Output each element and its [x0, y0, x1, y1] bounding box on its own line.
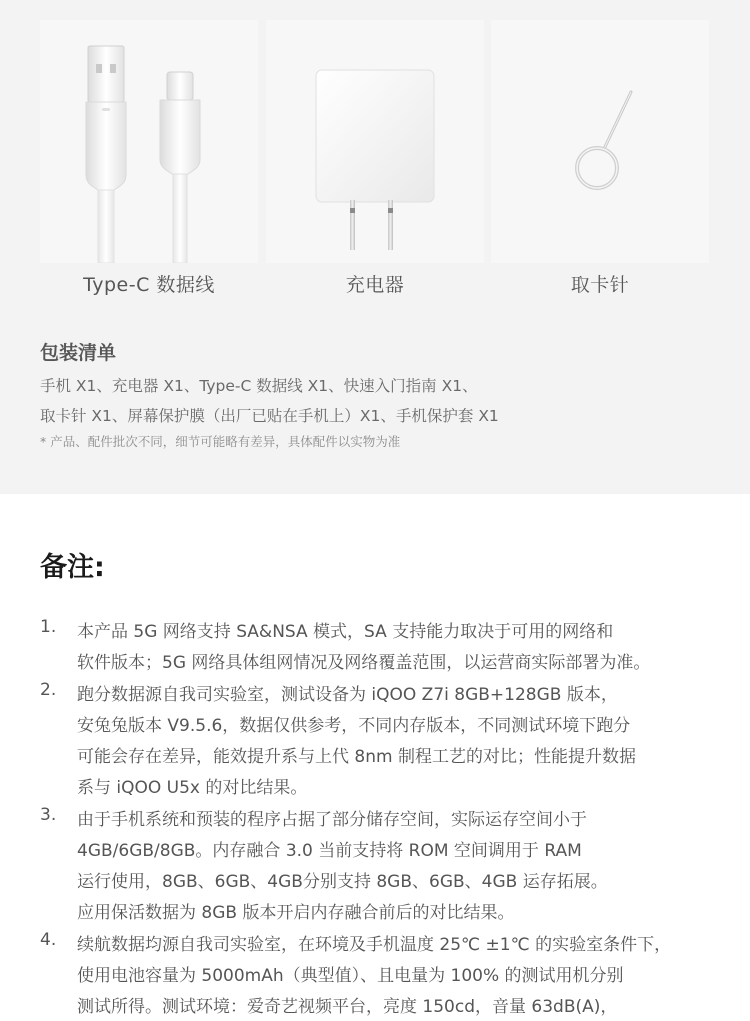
- package-contents-section: [0, 0, 750, 494]
- note-number: 2.: [40, 680, 57, 700]
- note-number: 3.: [40, 805, 57, 825]
- note-line: 4GB/6GB/8GB。内存融合 3.0 当前支持将 ROM 空间调用于 RAM: [77, 841, 582, 861]
- caption-sim-pin: 取卡针: [570, 274, 630, 296]
- note-line: 本产品 5G 网络支持 SA&NSA 模式，SA 支持能力取决于可用的网络和: [77, 622, 614, 642]
- note-line: 使用电池容量为 5000mAh（典型值）、且电量为 100% 的测试用机分别: [77, 966, 624, 986]
- accessory-tile-sim-pin: [491, 20, 709, 263]
- package-list-title: 包装清单: [40, 342, 117, 364]
- note-line: 系与 iQOO U5x 的对比结果。: [77, 778, 308, 798]
- note-line: 运行使用，8GB、6GB、4GB分别支持 8GB、6GB、4GB 运存拓展。: [77, 872, 608, 892]
- note-line: 测试所得。测试环境：爱奇艺视频平台，亮度 150cd，音量 63dB(A)，: [77, 997, 618, 1017]
- package-disclaimer: * 产品、配件批次不同，细节可能略有差异，具体配件以实物为准: [40, 434, 401, 449]
- package-list-line: 取卡针 X1、屏幕保护膜（出厂已贴在手机上）X1、手机保护套 X1: [40, 407, 499, 425]
- package-list-line: 手机 X1、充电器 X1、Type-C 数据线 X1、快速入门指南 X1、: [40, 377, 478, 395]
- sim-pin-icon: [491, 20, 709, 263]
- accessory-tile-charger: [266, 20, 484, 263]
- notes-title: 备注:: [40, 552, 105, 583]
- note-number: 4.: [40, 930, 57, 950]
- note-line: 安兔兔版本 V9.5.6，数据仅供参考，不同内存版本，不同测试环境下跑分: [77, 716, 631, 736]
- note-line: 跑分数据源自我司实验室，测试设备为 iQOO Z7i 8GB+128GB 版本，: [77, 685, 618, 705]
- caption-charger: 充电器: [345, 274, 405, 296]
- note-number: 1.: [40, 617, 57, 637]
- accessory-tile-cable: [40, 20, 258, 263]
- note-line: 软件版本；5G 网络具体组网情况及网络覆盖范围，以运营商实际部署为准。: [77, 653, 651, 673]
- usb-cable-icon: [40, 20, 258, 263]
- note-line: 应用保活数据为 8GB 版本开启内存融合前后的对比结果。: [77, 903, 515, 923]
- note-line: 续航数据均源自我司实验室，在环境及手机温度 25℃ ±1℃ 的实验室条件下，: [77, 935, 672, 955]
- note-line: 由于手机系统和预装的程序占据了部分储存空间，实际运存空间小于: [77, 810, 587, 830]
- caption-type-c-cable: Type-C 数据线: [83, 274, 215, 296]
- charger-icon: [266, 20, 484, 263]
- note-line: 可能会存在差异，能效提升系与上代 8nm 制程工艺的对比；性能提升数据: [77, 747, 636, 767]
